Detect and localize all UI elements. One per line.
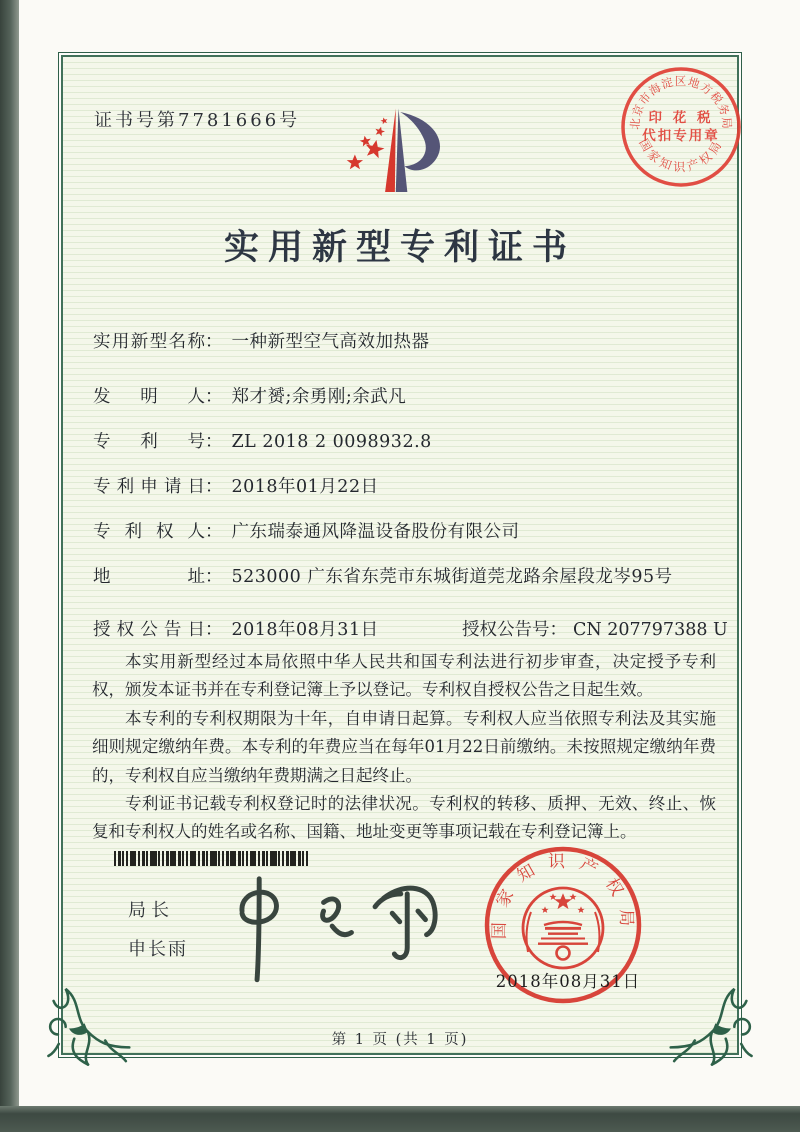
field-colon: ：	[205, 477, 223, 497]
field-label: 发明人	[93, 387, 205, 407]
corner-flourish-icon	[44, 982, 132, 1068]
field-label: 授权公告号	[462, 620, 550, 640]
handwritten-signature	[212, 862, 448, 988]
field-value: 523000 广东省东莞市东城街道莞龙路余屋段龙岑95号	[231, 567, 673, 587]
field-utility-model-name	[93, 328, 430, 353]
page-footer: 第 1 页 (共 1 页)	[331, 1032, 469, 1048]
cnipa-logo-icon	[330, 98, 490, 206]
field-patent-number	[93, 428, 432, 453]
field-value: 2018年08月31日	[231, 620, 379, 640]
field-value: 2018年01月22日	[231, 477, 379, 497]
stamp-center-line1: 印 花 税	[648, 110, 714, 126]
stamp-center-line2: 代扣专用章	[642, 128, 720, 144]
stamp-tax-seal	[608, 54, 754, 200]
seal-date: 2018年08月31日	[495, 972, 641, 991]
field-colon: ：	[205, 432, 223, 452]
field-colon: ：	[205, 567, 223, 587]
seal-ring-text: 国家知识产权局	[489, 851, 637, 940]
field-label: 专利申请日	[93, 477, 205, 497]
certificate-title: 实用新型专利证书	[223, 227, 576, 268]
legal-text-block	[92, 648, 716, 847]
field-value: 郑才赟;余勇刚;余武凡	[231, 387, 407, 407]
stamp-ring-top-text: 北京市海淀区地方税务局	[627, 74, 735, 131]
field-patentee	[93, 518, 520, 543]
field-grant-publication-number	[462, 616, 728, 641]
legal-paragraph: 本实用新型经过本局依照中华人民共和国专利法进行初步审查，决定授予专利权，颁发本证书并在专利登记簿上予以登记。专利权自授权公告之日起生效。	[92, 652, 716, 700]
field-colon: ：	[205, 620, 223, 640]
field-label: 授权公告日	[93, 620, 205, 640]
field-address	[93, 563, 673, 588]
field-value: CN 207797388 U	[573, 620, 728, 640]
field-label: 地址	[93, 567, 205, 587]
signer-title: 局长	[128, 900, 174, 921]
corner-flourish-icon	[668, 982, 756, 1068]
field-value: 广东瑞泰通风降温设备股份有限公司	[231, 522, 520, 542]
field-colon: ：	[205, 387, 223, 407]
field-grant-date	[93, 616, 379, 641]
scan-edge-bottom	[0, 1106, 800, 1132]
stamp-ring-bottom-text: 国家知识产权局	[636, 136, 726, 174]
national-emblem-icon	[523, 888, 603, 968]
certificate-number: 证书号第7781666号	[94, 110, 301, 131]
field-label: 实用新型名称	[93, 332, 205, 352]
legal-paragraph: 专利证书记载专利权登记时的法律状况。专利权的转移、质押、无效、终止、恢复和专利权人的姓名或名称、国籍、地址变更等事项记载在专利登记簿上。	[92, 793, 716, 842]
field-colon: ：	[549, 620, 567, 640]
field-value: 一种新型空气高效加热器	[231, 332, 430, 352]
field-inventors	[93, 383, 406, 408]
signer-name: 申长雨	[128, 939, 188, 960]
scan-edge-left	[0, 0, 19, 1132]
field-colon: ：	[205, 522, 223, 542]
field-label: 专利号	[93, 432, 205, 452]
legal-paragraph: 本专利的专利权期限为十年，自申请日起算。专利权人应当依照专利法及其实施细则规定缴纳年费。本专利的年费应当在每年01月22日前缴纳。未按照规定缴纳年费的，专利权自应当缴纳年费期满之日起终止。	[92, 708, 716, 785]
field-label: 专利权人	[93, 522, 205, 542]
field-filing-date	[93, 473, 379, 498]
field-value: ZL 2018 2 0098932.8	[231, 432, 432, 452]
field-colon: ：	[205, 332, 223, 352]
